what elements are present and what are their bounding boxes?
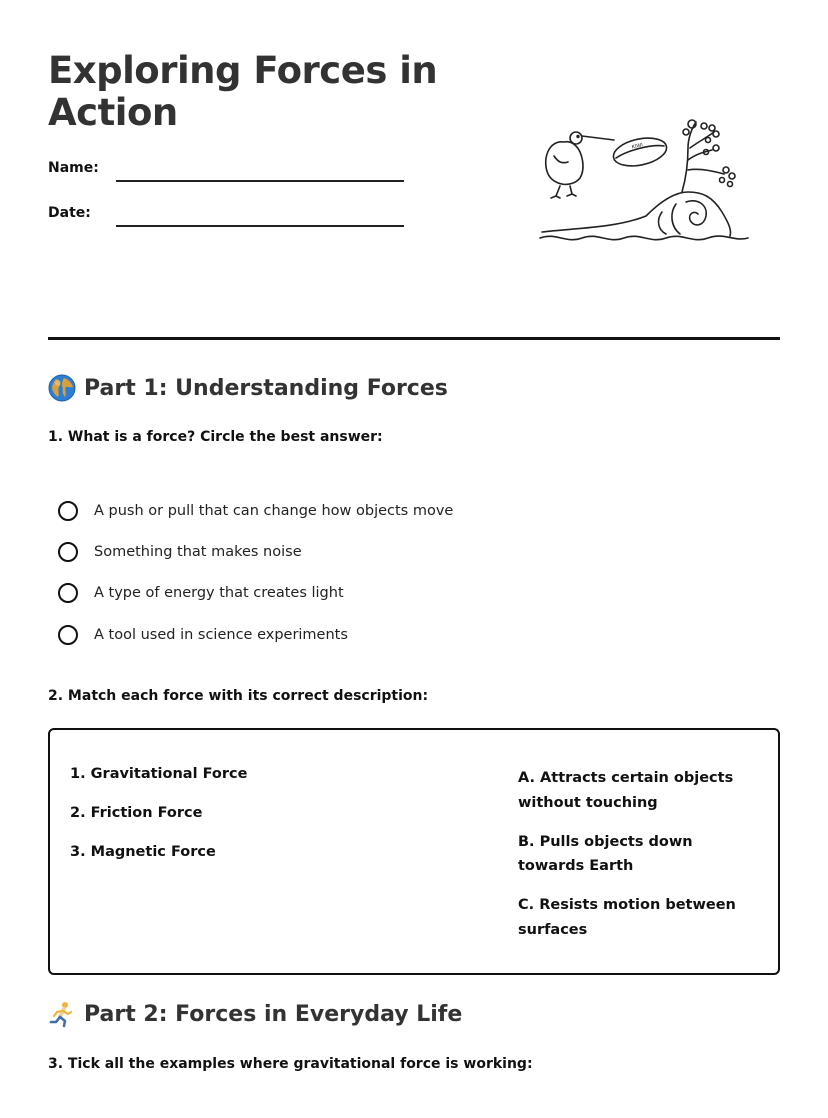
kiwi-bird-icon: [546, 132, 614, 198]
description-item: B. Pulls objects down towards Earth: [518, 833, 693, 874]
name-field[interactable]: [116, 180, 404, 182]
description-item: A. Attracts certain objects without touching: [518, 770, 734, 811]
option-label: Something that makes noise: [94, 544, 302, 561]
part2-heading-text: Part 2: Forces in Everyday Life: [84, 1001, 463, 1027]
rugby-ball-icon: [611, 134, 669, 171]
fern-tree-icon: [682, 120, 735, 192]
q1-options: [58, 490, 453, 656]
q1-option[interactable]: [58, 531, 453, 572]
option-circle[interactable]: [58, 625, 78, 645]
name-label: Name:: [48, 160, 99, 176]
forces-list: [70, 766, 390, 883]
option-label: A push or pull that can change how objects move: [94, 502, 454, 519]
section-divider: [48, 337, 780, 340]
date-label: Date:: [48, 205, 91, 221]
descriptions-list: [518, 766, 758, 957]
force-item: 3. Magnetic Force: [70, 844, 216, 860]
q1-option[interactable]: [58, 614, 453, 655]
matching-box: [48, 728, 780, 975]
force-item: 2. Friction Force: [70, 805, 203, 821]
description-item: C. Resists motion between surfaces: [518, 897, 736, 938]
question-2: 2. Match each force with its correct description:: [48, 688, 429, 704]
option-circle[interactable]: [58, 501, 78, 521]
option-label: A type of energy that creates light: [94, 585, 344, 602]
kiwi-rugby-wave-illustration: [536, 112, 752, 248]
part1-heading-text: Part 1: Understanding Forces: [84, 375, 448, 401]
force-item: 1. Gravitational Force: [70, 766, 248, 782]
globe-icon: [48, 374, 76, 402]
option-circle[interactable]: [58, 542, 78, 562]
worksheet-title: Exploring Forces in Action: [48, 49, 438, 134]
date-field[interactable]: [116, 225, 404, 227]
part2-heading: [48, 1000, 462, 1028]
part1-heading: [48, 374, 448, 402]
option-label: A tool used in science experiments: [94, 626, 348, 643]
question-1: 1. What is a force? Circle the best answer:: [48, 429, 383, 445]
question-3: 3. Tick all the examples where gravitational force is working:: [48, 1056, 533, 1072]
running-person-icon: [48, 1000, 76, 1028]
svg-text:KIWI: KIWI: [631, 142, 644, 151]
q1-option[interactable]: [58, 490, 453, 531]
wave-hill-icon: [540, 192, 748, 240]
q1-option[interactable]: [58, 573, 453, 614]
option-circle[interactable]: [58, 583, 78, 603]
